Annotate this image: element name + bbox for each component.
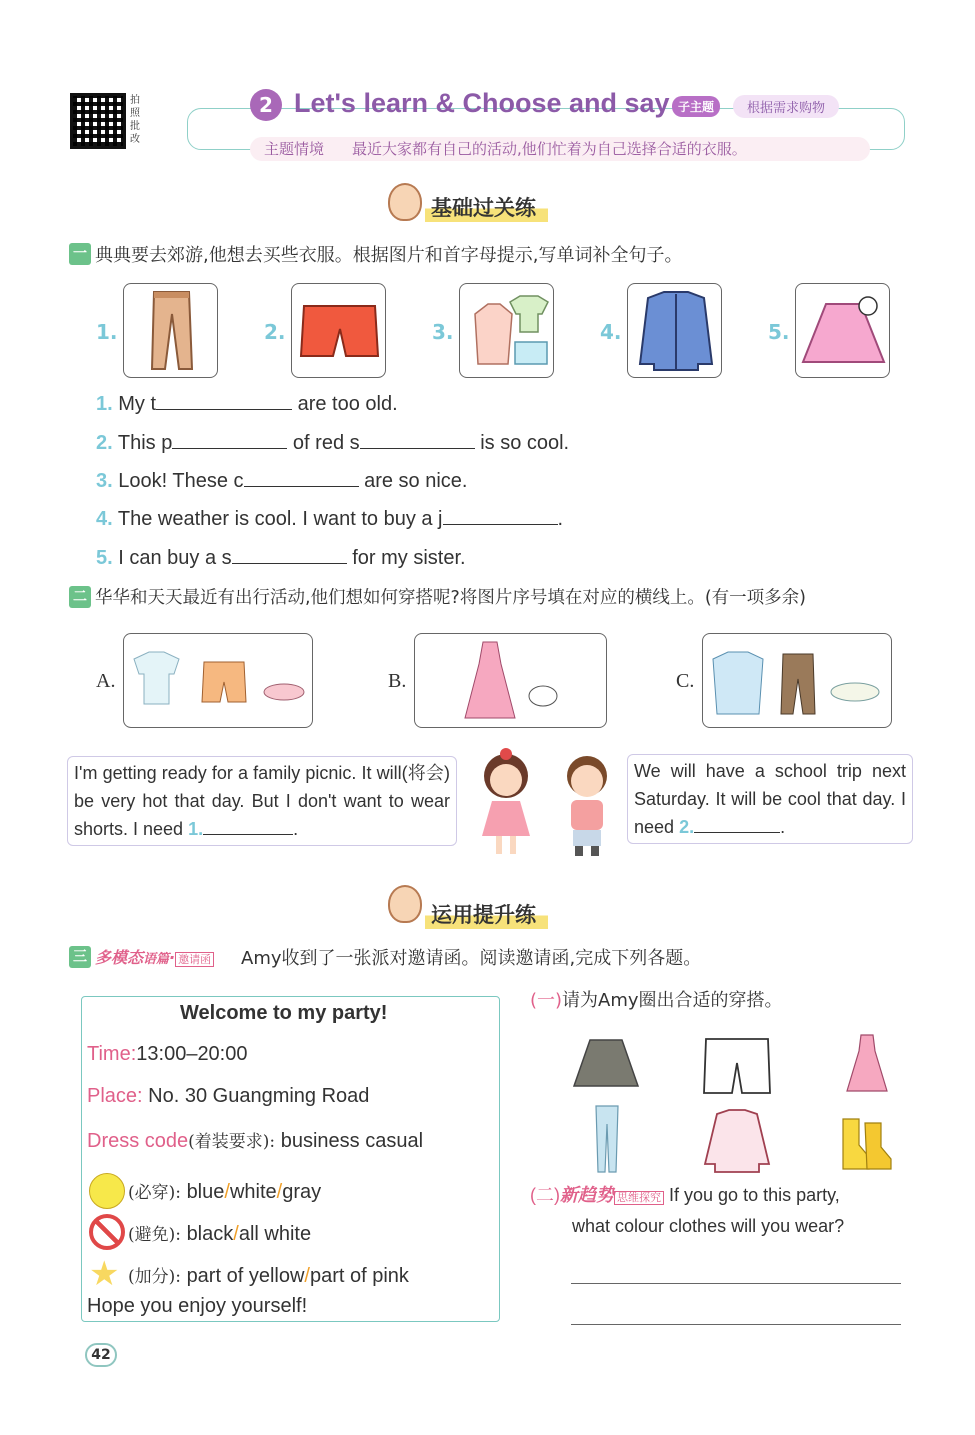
option-label: B. (388, 670, 407, 692)
boy-icon (557, 748, 617, 858)
section-three-icon: 三 (69, 946, 91, 968)
invitation-dress-code: Dress code(着装要求): business casual (87, 1130, 424, 1152)
subtopic-label: 根据需求购物 (733, 95, 839, 118)
answer-blank[interactable] (244, 469, 359, 487)
outfit-a-icon (124, 634, 312, 726)
jacket-icon (628, 284, 723, 379)
outfit-b-icon (415, 634, 605, 726)
sentence-4: 4. The weather is cool. I want to buy a j . (96, 508, 564, 530)
scene-banner (250, 137, 870, 161)
answer-blank[interactable] (443, 507, 558, 525)
section-one-instruction: 典典要去郊游,他想去买些衣服。根据图片和首字母提示,写单词补全句子。 (95, 245, 683, 266)
question-two-cont: what colour clothes will you wear? (572, 1216, 845, 1236)
scene-text: 最近大家都有自己的活动,他们忙着为自己选择合适的衣服。 (352, 140, 747, 158)
invitation-title: Welcome to my party! (180, 1002, 388, 1024)
qr-code[interactable] (70, 93, 126, 149)
mascot-icon (388, 885, 422, 923)
clothes-icon (460, 284, 555, 379)
shirt-icon (703, 1108, 771, 1174)
sentence-2: 2. This p of red s is so cool. (96, 432, 570, 454)
skirt-icon (572, 1034, 640, 1092)
image-number: 4. (600, 320, 622, 344)
option-a-image (123, 633, 313, 728)
invitation-time: Time:13:00–20:00 (87, 1043, 248, 1065)
star-icon: ★ (89, 1254, 120, 1294)
answer-blank[interactable] (172, 431, 287, 449)
boy-illustration (557, 748, 617, 858)
trousers-image (123, 283, 218, 378)
section-heading-apply: 运用提升练 (425, 899, 548, 929)
invitation-must-wear: (必穿): blue/white/gray (128, 1181, 322, 1203)
question-two: (二)新趋势 思维探究 If you go to this party, (530, 1185, 840, 1205)
answer-blank[interactable] (694, 815, 780, 833)
shorts-image (291, 283, 386, 378)
option-label: C. (676, 670, 695, 692)
answer-blank[interactable] (360, 431, 475, 449)
invitation-closing: Hope you enjoy yourself! (87, 1295, 308, 1317)
sentence-3: 3. Look! These c are so nice. (96, 470, 468, 492)
dress-icon (845, 1033, 889, 1093)
skirt-image (795, 283, 890, 378)
multimodal-tag: 多模态语篇· 邀请函 (95, 945, 214, 968)
gray-skirt-option[interactable] (572, 1034, 640, 1096)
sentence-1: 1. My t are too old. (96, 393, 398, 415)
pink-shirt-option[interactable] (703, 1108, 771, 1178)
invitation-place: Place: No. 30 Guangming Road (87, 1085, 370, 1107)
image-number: 2. (264, 320, 286, 344)
image-number: 1. (96, 320, 118, 344)
smile-icon (89, 1173, 125, 1209)
trousers-icon (592, 1104, 622, 1174)
question-one: (一)请为Amy圈出合适的穿搭。 (530, 990, 783, 1011)
sentence-5: 5. I can buy a s for my sister. (96, 547, 466, 569)
white-shorts-option[interactable] (702, 1033, 772, 1101)
section-three-instruction: Amy收到了一张派对邀请函。阅读邀请函,完成下列各题。 (241, 948, 702, 969)
answer-blank[interactable] (232, 546, 347, 564)
speech-bubble-boy: We will have a school trip next Saturday. It will be cool that day. I need 2. . (627, 754, 913, 844)
unit-number-badge: 2 (250, 89, 282, 121)
section-two-icon: 二 (69, 586, 91, 608)
image-number: 5. (768, 320, 790, 344)
girl-icon (476, 746, 536, 858)
skirt-icon (796, 284, 891, 379)
section-heading-basic: 基础过关练 (425, 192, 548, 222)
section-two-instruction: 华华和天天最近有出行活动,他们想如何穿搭呢?将图片序号填在对应的横线上。(有一项多余) (95, 588, 807, 608)
page-title: Let's learn & Choose and say (294, 88, 670, 118)
page-number: 42 (85, 1343, 117, 1367)
option-b-image (414, 633, 607, 728)
forbidden-icon (89, 1214, 125, 1250)
invitation-avoid: (避免): black/all white (128, 1223, 312, 1245)
girl-illustration (476, 746, 536, 858)
option-label: A. (96, 670, 116, 692)
jacket-image (627, 283, 722, 378)
blue-trousers-option[interactable] (592, 1104, 622, 1178)
invitation-bonus: (加分): part of yellow/part of pink (128, 1265, 409, 1287)
image-number: 3. (432, 320, 454, 344)
yellow-socks-option[interactable] (835, 1115, 895, 1175)
shorts-icon (702, 1033, 772, 1097)
trousers-icon (124, 284, 219, 379)
pink-dress-option[interactable] (845, 1033, 889, 1097)
speech-bubble-girl: I'm getting ready for a family picnic. It will(将会) be very hot that day. But I don't want to wear shorts. I need 1. . (67, 756, 457, 846)
mascot-icon (388, 183, 422, 221)
option-c-image (702, 633, 892, 728)
answer-line[interactable] (571, 1283, 901, 1284)
answer-blank[interactable] (203, 817, 293, 835)
subtopic-tag: 子主题 (672, 96, 720, 117)
scene-label: 主题情境 (264, 140, 325, 158)
section-one-icon: 一 (69, 243, 91, 265)
outfit-c-icon (703, 634, 891, 726)
answer-blank[interactable] (156, 392, 292, 410)
socks-icon (835, 1115, 895, 1171)
answer-line[interactable] (571, 1324, 901, 1325)
shorts-icon (292, 284, 387, 379)
qr-caption: 拍照批改 (130, 95, 140, 145)
clothes-image (459, 283, 554, 378)
